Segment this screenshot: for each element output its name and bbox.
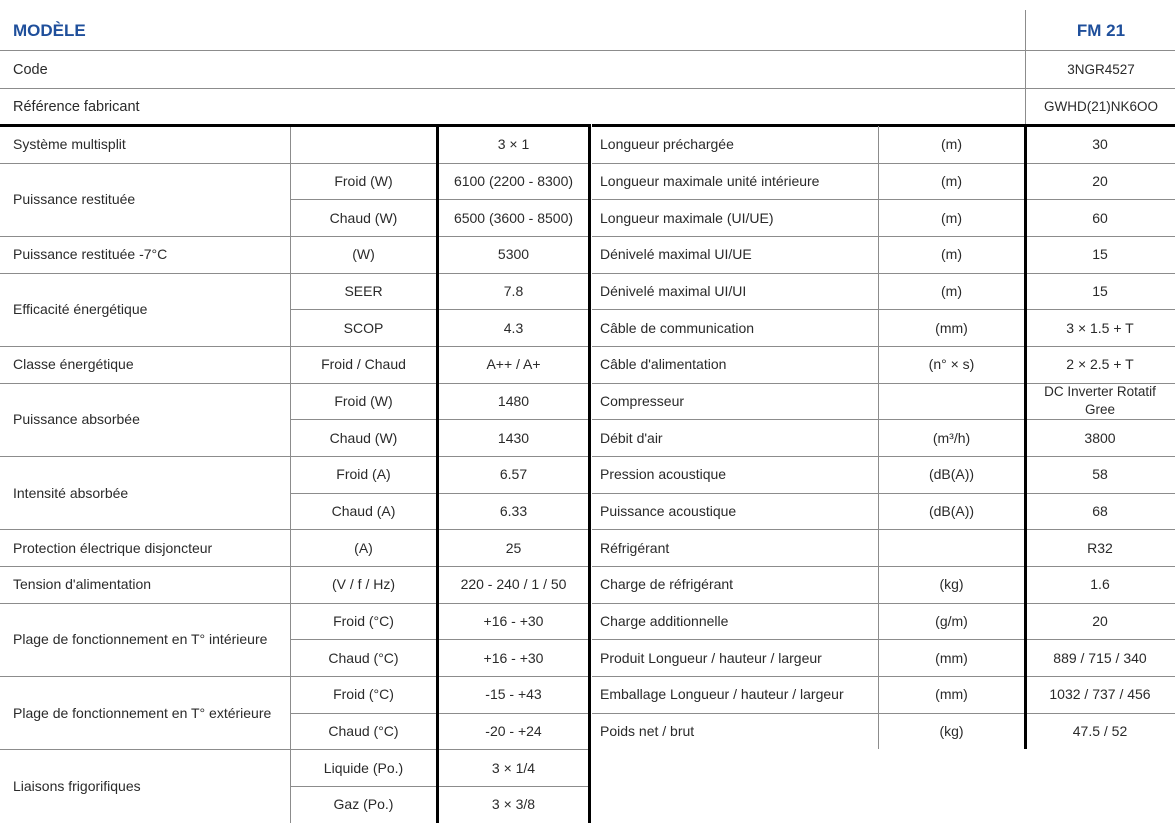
left-spec-value: 1480 [497, 393, 530, 410]
value-box-left [436, 124, 439, 823]
left-spec-value: 6100 (2200 - 8300) [453, 172, 574, 189]
right-spec-label: Câble de communication [600, 319, 755, 336]
right-spec-unit: (n° × s) [928, 356, 975, 373]
left-spec-value: 4.3 [503, 319, 524, 336]
left-spec-value: 5300 [497, 246, 530, 263]
right-spec-label: Longueur maximale unité intérieure [600, 172, 820, 189]
right-spec-value: 30 [1092, 136, 1108, 153]
right-spec-unit: (m) [941, 172, 962, 189]
left-spec-value: +16 - +30 [483, 649, 544, 666]
left-spec-value: +16 - +30 [483, 613, 544, 630]
left-spec-unit: (A) [354, 539, 373, 556]
left-spec-value: 3 × 1 [497, 136, 530, 153]
right-spec-unit: (mm) [935, 649, 968, 666]
right-spec-unit: (m³/h) [932, 429, 971, 446]
right-spec-unit: (dB(A)) [928, 466, 975, 483]
reference-value: GWHD(21)NK6OO [1043, 99, 1158, 114]
left-spec-unit: Chaud (°C) [328, 723, 399, 740]
right-spec-unit: (m) [941, 136, 962, 153]
right-spec-label: Charge additionnelle [600, 613, 729, 630]
left-spec-unit: Froid / Chaud [321, 356, 406, 373]
right-spec-unit: (m) [941, 209, 962, 226]
right-spec-value: 889 / 715 / 340 [1053, 649, 1147, 666]
right-spec-unit: (mm) [935, 319, 968, 336]
right-spec-value: 20 [1092, 172, 1108, 189]
right-spec-label: Dénivelé maximal UI/UI [600, 283, 747, 299]
left-spec-unit: Chaud (W) [329, 429, 398, 446]
right-spec-label: Pression acoustique [600, 466, 727, 483]
left-spec-unit: Froid (W) [334, 393, 393, 410]
left-spec-unit: Chaud (W) [329, 209, 398, 226]
right-spec-value: 3 × 1.5 + T [1066, 319, 1134, 336]
right-spec-label: Poids net / brut [600, 723, 695, 740]
left-spec-unit [290, 126, 437, 163]
right-spec-value: 1.6 [1090, 576, 1110, 593]
right-spec-label: Dénivelé maximal UI/UE [600, 246, 752, 263]
table-top-border [592, 124, 1175, 127]
row-divider [290, 713, 590, 714]
left-spec-label: Plage de fonctionnement en T° extérieure [13, 704, 272, 721]
right-spec-unit: (dB(A)) [928, 503, 975, 520]
left-spec-unit: Froid (W) [334, 172, 393, 189]
left-spec-label: Protection électrique disjoncteur [13, 539, 213, 556]
left-spec-value: A++ / A+ [486, 356, 541, 373]
right-spec-label: Débit d'air [600, 429, 663, 446]
right-spec-value: 68 [1092, 503, 1108, 520]
row-divider [290, 199, 590, 200]
left-spec-label: Liaisons frigorifiques [13, 778, 141, 795]
right-spec-value: 2 × 2.5 + T [1066, 356, 1134, 373]
left-spec-value: -20 - +24 [485, 723, 542, 740]
left-spec-value: 3 × 1/4 [491, 759, 536, 776]
left-spec-label: Puissance absorbée [13, 411, 140, 428]
right-spec-label: Charge de réfrigérant [600, 576, 734, 593]
row-divider [290, 419, 590, 420]
right-spec-unit: (m) [941, 283, 962, 299]
left-spec-unit: SEER [344, 283, 383, 299]
right-spec-label: Réfrigérant [600, 539, 670, 556]
left-spec-unit: Froid (°C) [333, 686, 394, 703]
left-spec-unit: SCOP [343, 319, 384, 336]
model-value: FM 21 [1076, 21, 1126, 40]
left-spec-label: Puissance restituée -7°C [13, 246, 168, 263]
left-spec-unit: (V / f / Hz) [332, 576, 395, 593]
right-spec-label: Emballage Longueur / hauteur / largeur [600, 686, 844, 703]
left-spec-value: 6.33 [499, 503, 528, 520]
column-divider [290, 126, 291, 823]
left-spec-value: 1430 [497, 429, 530, 446]
right-spec-value: 60 [1092, 209, 1108, 226]
model-label: MODÈLE [13, 21, 86, 40]
header-divider [0, 50, 1175, 51]
column-divider [878, 126, 879, 749]
value-box-top [437, 124, 591, 127]
header-divider [0, 88, 1175, 89]
left-spec-unit: Froid (A) [336, 466, 391, 483]
left-spec-unit: Chaud (°C) [328, 649, 399, 666]
right-spec-value: 58 [1092, 466, 1108, 483]
left-spec-value: 3 × 3/8 [491, 796, 536, 813]
header-column-divider [1025, 10, 1026, 126]
right-spec-value: 15 [1092, 246, 1108, 263]
right-spec-unit: (mm) [935, 686, 968, 703]
right-spec-value: 15 [1092, 283, 1108, 299]
right-spec-label: Produit Longueur / hauteur / largeur [600, 649, 822, 666]
left-spec-unit: (W) [352, 246, 375, 263]
right-spec-label: Compresseur [600, 393, 685, 410]
left-spec-unit: Liquide (Po.) [323, 759, 404, 776]
row-divider [290, 493, 590, 494]
value-box-right [588, 124, 591, 823]
left-spec-value: 25 [505, 539, 522, 556]
code-value: 3NGR4527 [1067, 61, 1135, 77]
row-divider [290, 786, 590, 787]
right-spec-label: Puissance acoustique [600, 503, 737, 520]
left-spec-value: 6500 (3600 - 8500) [453, 209, 574, 226]
row-divider [290, 309, 590, 310]
left-spec-label: Intensité absorbée [13, 484, 129, 501]
table-top-border [0, 124, 437, 127]
right-spec-value: 20 [1092, 613, 1108, 630]
right-spec-value: 1032 / 737 / 456 [1049, 686, 1151, 703]
left-spec-value: 7.8 [503, 283, 524, 299]
code-label: Code [13, 61, 48, 78]
row-divider [290, 639, 590, 640]
left-spec-label: Classe énergétique [13, 356, 134, 373]
left-spec-label: Efficacité énergétique [13, 301, 148, 318]
right-spec-value: DC Inverter Rotatif Gree [1044, 384, 1156, 418]
left-spec-unit: Gaz (Po.) [333, 796, 394, 813]
right-spec-unit: (m) [941, 246, 962, 263]
left-spec-unit: Froid (°C) [333, 613, 394, 630]
reference-label: Référence fabricant [13, 99, 140, 115]
left-spec-value: -15 - +43 [485, 686, 542, 703]
right-spec-label: Longueur maximale (UI/UE) [600, 209, 774, 226]
right-spec-value: R32 [1087, 539, 1113, 556]
right-spec-label: Câble d'alimentation [600, 356, 727, 373]
value-column-border [1024, 124, 1027, 749]
right-spec-unit [878, 529, 1025, 566]
right-spec-value: 3800 [1084, 429, 1116, 446]
right-spec-unit [878, 383, 1025, 420]
right-spec-unit: (g/m) [935, 613, 968, 630]
left-spec-value: 6.57 [499, 466, 528, 483]
right-spec-label: Longueur préchargée [600, 136, 734, 153]
right-spec-unit: (kg) [939, 723, 964, 740]
left-spec-value: 220 - 240 / 1 / 50 [460, 576, 567, 593]
left-spec-unit: Chaud (A) [331, 503, 396, 520]
right-spec-value: 47.5 / 52 [1072, 723, 1128, 740]
left-spec-label: Système multisplit [13, 136, 126, 153]
left-spec-label: Tension d'alimentation [13, 576, 152, 593]
right-spec-unit: (kg) [939, 576, 964, 593]
left-spec-label: Plage de fonctionnement en T° intérieure [13, 631, 268, 648]
left-spec-label: Puissance restituée [13, 191, 136, 208]
